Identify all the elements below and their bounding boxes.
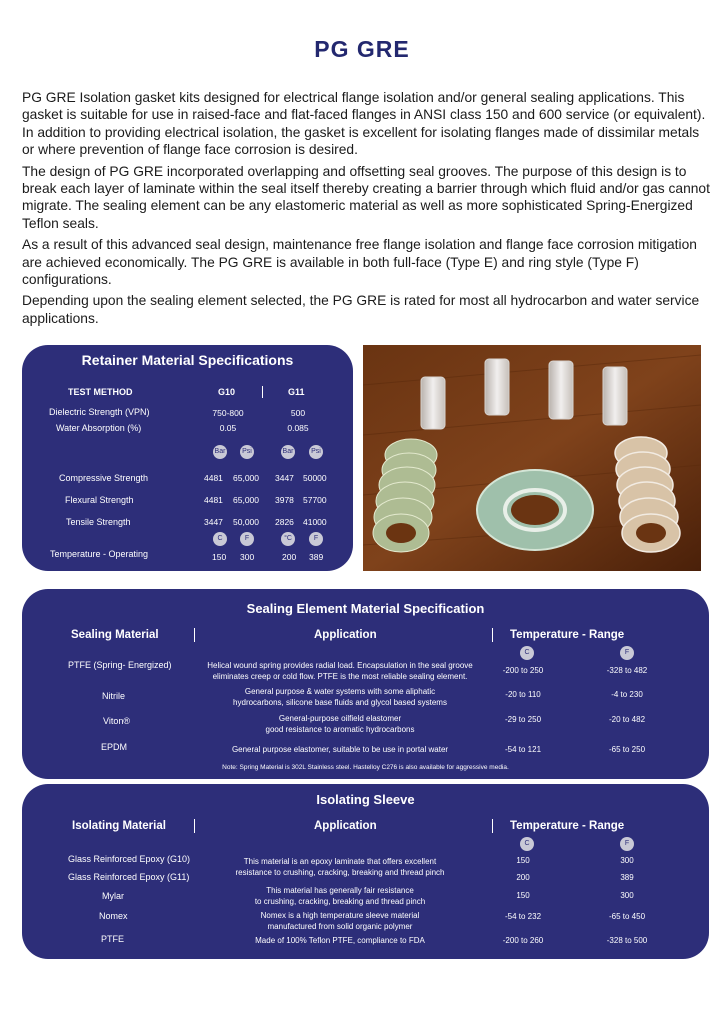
unit-c-badge: C (213, 532, 227, 546)
temperature-range-header: Temperature - Range (510, 820, 625, 832)
sealing-f-epdm: -65 to 250 (608, 745, 646, 754)
sleeve-application-epoxy (190, 857, 490, 878)
dielectric-label: Dielectric Strength (VPN) (49, 407, 150, 417)
sleeve-material-nomex: Nomex (99, 911, 128, 921)
test-method-header: TEST METHOD (68, 387, 133, 397)
water-g11: 0.085 (287, 423, 309, 433)
column-divider (194, 819, 195, 833)
sleeve-f-ptfe: -328 to 500 (606, 936, 648, 945)
sleeve-c-g11: 200 (516, 873, 530, 882)
dielectric-g11: 500 (290, 408, 306, 418)
column-divider (194, 628, 195, 642)
water-label: Water Absorption (%) (56, 423, 142, 433)
application-line: Nomex is a high temperature sleeve material (260, 911, 420, 920)
tensile-g11-psi: 41000 (303, 517, 327, 527)
sealing-material-header: Sealing Material (71, 629, 159, 641)
compressive-label: Compressive Strength (59, 473, 149, 483)
compressive-g11-bar: 3447 (275, 473, 294, 483)
sealing-title: Sealing Element Material Specification (246, 601, 485, 616)
sleeve-application-ptfe: Made of 100% Teflon PTFE, compliance to FDA (255, 936, 425, 945)
gasket-kit-illustration (363, 345, 701, 571)
sleeve-material-mylar: Mylar (102, 891, 124, 901)
sleeve-c-ptfe: -200 to 260 (502, 936, 544, 945)
compressive-g10-psi: 65,000 (233, 473, 259, 483)
sleeve-material-g11: Glass Reinforced Epoxy (G11) (68, 872, 190, 882)
sealing-note: Note: Spring Material is 302L Stainless steel. Hastelloy C276 is also available for aggressive media. (222, 764, 509, 771)
sleeve-c-nomex: -54 to 232 (504, 912, 542, 921)
tensile-g10-bar: 3447 (204, 517, 223, 527)
temperature-g11-c: 200 (282, 552, 297, 562)
header-divider (262, 386, 263, 398)
sealing-material-epdm: EPDM (101, 742, 128, 752)
unit-bar-badge: Bar (281, 445, 295, 459)
unit-f-badge: F (620, 646, 634, 660)
isolating-sleeve-panel (22, 784, 709, 959)
water-g10: 0.05 (219, 423, 237, 433)
compressive-g11-psi: 50000 (303, 473, 327, 483)
sleeve-f-nomex: -65 to 450 (608, 912, 646, 921)
sealing-application-epdm: General purpose elastomer, suitable to be use in portal water (231, 745, 449, 754)
intro-paragraph-3: As a result of this advanced seal design, maintenance free flange isolation and flange face corrosion mitigation are achieved economically. The PG GRE is available in both full-face (Type E) and ring style (Type F) configurations. (22, 237, 697, 288)
temperature-g10-c: 150 (212, 552, 227, 562)
intro-paragraph-4: Depending upon the sealing element selected, the PG GRE is rated for most all hydrocarbon and water service applications. (22, 293, 700, 326)
application-line: resistance to crushing, cracking, breaking and thread pinch (235, 867, 445, 877)
gasket-kit-photo (363, 345, 701, 571)
sleeve-title: Isolating Sleeve (316, 792, 415, 807)
sealing-application-viton (190, 714, 490, 735)
application-line: good resistance to aromatic hydrocarbons (265, 724, 415, 734)
retainer-title: Retainer Material Specifications (81, 352, 294, 368)
unit-c-badge: °C (281, 532, 295, 546)
unit-c-badge: C (520, 646, 534, 660)
temperature-label: Temperature - Operating (50, 549, 149, 559)
sealing-f-nitrile: -4 to 230 (611, 690, 643, 699)
application-line: This material has generally fair resistance (266, 886, 414, 895)
unit-f-badge: F (620, 837, 634, 851)
flexural-g11-bar: 3978 (275, 495, 294, 505)
sleeve-application-mylar (190, 886, 490, 907)
application-line: eliminates creep or cold flow. PTFE is the most reliable sealing element. (212, 671, 468, 681)
unit-f-badge: F (309, 532, 323, 546)
sealing-c-ptfe: -200 to 250 (502, 666, 544, 675)
unit-bar-badge: Bar (213, 445, 227, 459)
sealing-element-panel (22, 589, 709, 779)
sealing-c-viton: -29 to 250 (504, 715, 542, 724)
temperature-g11-f: 389 (309, 552, 324, 562)
sealing-c-nitrile: -20 to 110 (505, 690, 541, 699)
application-line: hydrocarbons, silicone base fluids and glycol based systems (233, 697, 447, 707)
application-line: This material is an epoxy laminate that offers excellent (243, 857, 437, 866)
application-header: Application (314, 629, 377, 641)
sealing-application-ptfe (190, 661, 490, 682)
column-divider (492, 819, 493, 833)
application-line: to crushing, cracking, breaking and thread pinch (254, 896, 426, 906)
unit-psi-badge: Psi (240, 445, 254, 459)
application-line: manufactured from solid organic polymer (267, 921, 413, 931)
flexural-g10-psi: 65,000 (233, 495, 259, 505)
intro-paragraph-2: The design of PG GRE incorporated overlapping and offsetting seal grooves. The purpose of this design is to break each layer of laminate within the seal itself thereby creating a barrier through which fluid and/or gas cannot migrate. The sealing element can be any elastomeric material as well as more sophisticated Spring-Energized Teflon seals. (22, 163, 710, 231)
sleeve-f-g10: 300 (620, 856, 634, 865)
tensile-g10-psi: 50,000 (233, 517, 259, 527)
sealing-c-epdm: -54 to 121 (504, 745, 542, 754)
application-header: Application (314, 820, 377, 832)
unit-psi-badge: Psi (309, 445, 323, 459)
sleeve-material-ptfe: PTFE (101, 934, 125, 944)
sealing-material-viton: Viton® (103, 716, 130, 726)
sleeve-material-g10: Glass Reinforced Epoxy (G10) (68, 854, 191, 864)
sealing-f-viton: -20 to 482 (608, 715, 646, 724)
unit-c-badge: C (520, 837, 534, 851)
application-line: General-purpose oilfield elastomer (278, 714, 402, 723)
g10-header: G10 (218, 387, 236, 397)
g11-header: G11 (288, 387, 305, 397)
sleeve-application-nomex (190, 911, 490, 932)
compressive-g10-bar: 4481 (204, 473, 223, 483)
isolating-material-header: Isolating Material (72, 820, 166, 832)
intro-text (22, 89, 712, 331)
retainer-specs-panel (22, 345, 353, 571)
dielectric-g10: 750-800 (212, 408, 244, 418)
flexural-g10-bar: 4481 (204, 495, 223, 505)
temperature-g10-f: 300 (240, 552, 255, 562)
sealing-f-ptfe: -328 to 482 (606, 666, 648, 675)
sleeve-c-mylar: 150 (516, 891, 530, 900)
application-line: Helical wound spring provides radial load. Encapsulation in the seal groove (207, 661, 473, 670)
sleeve-c-g10: 150 (516, 856, 530, 865)
unit-f-badge: F (240, 532, 254, 546)
tensile-label: Tensile Strength (66, 517, 131, 527)
sealing-material-nitrile: Nitrile (102, 691, 126, 701)
intro-paragraph-1: PG GRE Isolation gasket kits designed for electrical flange isolation and/or general sealing applications. This gasket is suitable for use in raised-face and flat-faced flanges in ANSI class 150 and 600 service (or equivalent). In addition to providing electrical isolation, the gasket is excellent for isolating flanges made of dissimilar metals or where prevention of flange face corrosion is desired. (22, 90, 706, 158)
page-title: PG GRE (314, 36, 410, 62)
column-divider (492, 628, 493, 642)
sleeve-f-mylar: 300 (620, 891, 634, 900)
sealing-application-nitrile (190, 687, 490, 708)
temperature-range-header: Temperature - Range (510, 629, 625, 641)
sealing-material-ptfe: PTFE (Spring- Energized) (68, 660, 172, 670)
tensile-g11-bar: 2826 (275, 517, 294, 527)
sleeve-f-g11: 389 (620, 873, 634, 882)
application-line: General purpose & water systems with some aliphatic (244, 687, 436, 696)
flexural-label: Flexural Strength (65, 495, 134, 505)
flexural-g11-psi: 57700 (303, 495, 327, 505)
